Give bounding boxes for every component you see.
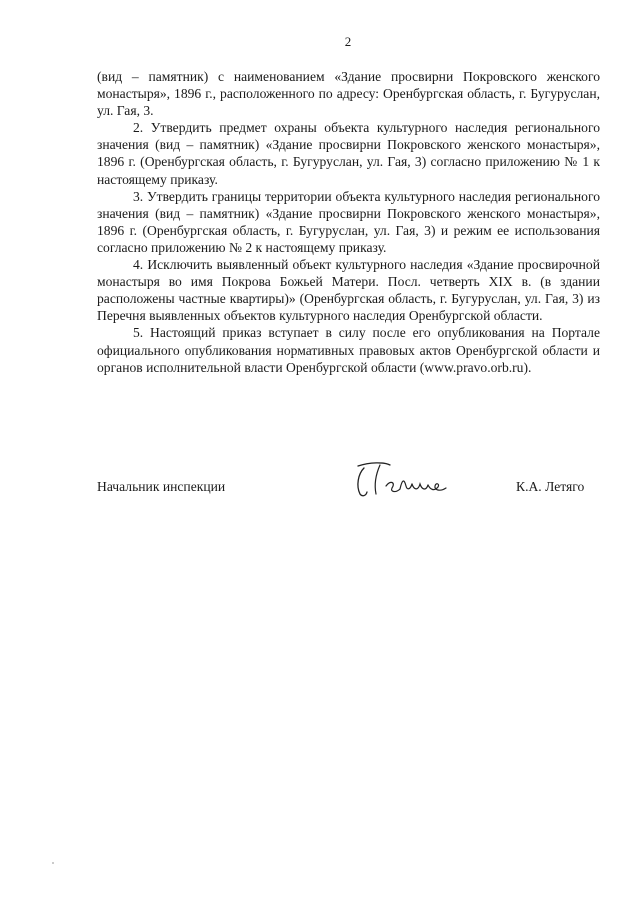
paragraph-4: 4. Исключить выявленный объект культурного наследия «Здание просвирочной монастыря во имя Покрова Божьей Матери. Посл. четверть XIX в. (в здании расположены частные квартиры)» (Оренбургская область, г. Бугуруслан, ул. Гая, 3) из Перечня выявленных объектов культурного наследия Оренбургской области. bbox=[97, 257, 600, 324]
paragraph-5: 5. Настоящий приказ вступает в силу после его опубликования на Портале официального опубликования нормативных правовых актов Оренбургской области и органов исполнительной власти Оренбургской области (www.pravo.orb.ru). bbox=[97, 325, 600, 375]
paragraph-3: 3. Утвердить границы территории объекта культурного наследия регионального значения (вид – памятник) «Здание просвирни Покровского женского монастыря», 1896 г. (Оренбургская область, г. Бугуруслан, ул. Гая, 3) и режим ее использования согласно приложению № 2 к настоящему приказу. bbox=[97, 188, 600, 255]
paragraph-2: 2. Утвердить предмет охраны объекта культурного наследия регионального значения (вид – памятник) «Здание просвирни Покровского женского монастыря», 1896 г. (Оренбургская область, г. Бугуруслан, ул. Гая, 3) согласно приложению № 1 к настоящему приказу. bbox=[97, 120, 600, 187]
page-number: 2 bbox=[344, 34, 352, 49]
signer-position: Начальник инспекции bbox=[97, 479, 226, 494]
scan-speck bbox=[52, 862, 54, 864]
handwritten-signature bbox=[350, 456, 460, 502]
signer-name: К.А. Летяго bbox=[516, 479, 585, 494]
paragraph-1-continuation: (вид – памятник) с наименованием «Здание просвирни Покровского женского монастыря», 1896 г., расположенного по адресу: Оренбургская область, г. Бугуруслан, ул. Гая, 3. bbox=[97, 69, 600, 119]
document-body bbox=[97, 68, 600, 376]
